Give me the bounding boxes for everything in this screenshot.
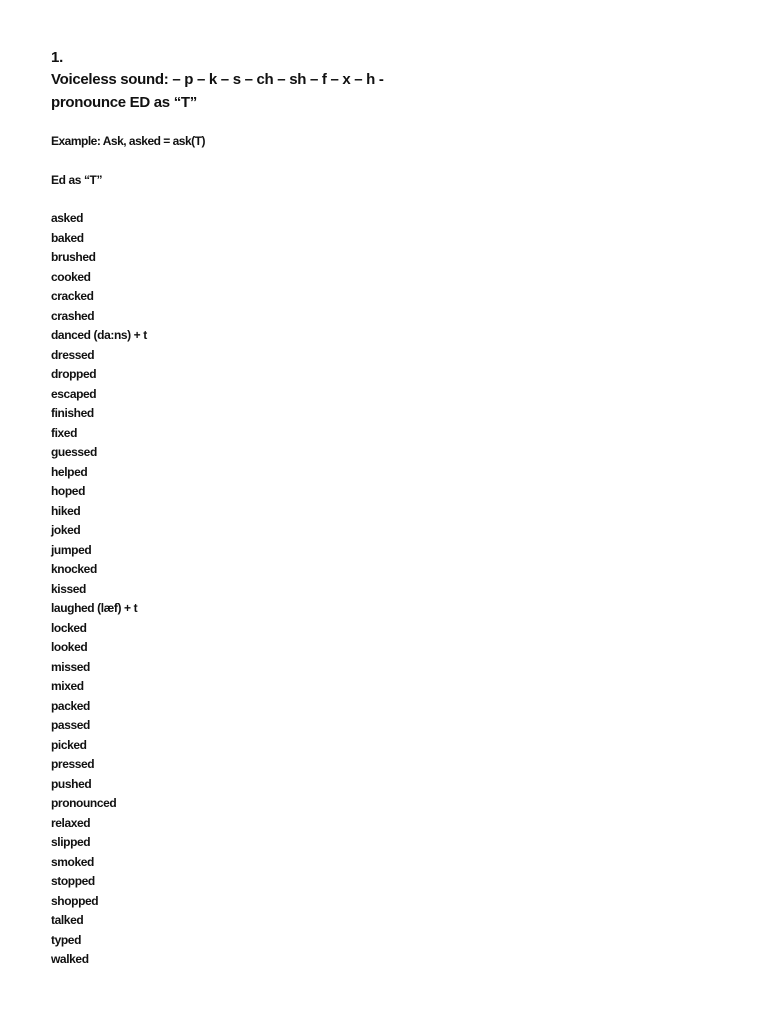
word-list-item: crashed — [51, 308, 95, 323]
section-number: 1. — [51, 49, 64, 66]
word-list-item: asked — [51, 211, 84, 225]
word-list-item: guessed — [51, 445, 97, 459]
word-list-item: baked — [51, 230, 84, 245]
word-list-item: talked — [51, 913, 84, 927]
word-list-item: laughed (læf) + t — [51, 601, 138, 615]
word-list-item: stopped — [51, 874, 95, 888]
word-list-item: hiked — [51, 503, 81, 518]
word-list-item: looked — [51, 640, 88, 654]
word-list-item: mixed — [51, 679, 84, 693]
word-list-item: slipped — [51, 835, 91, 849]
word-list-item: relaxed — [51, 815, 91, 830]
list-subheading: Ed as “T” — [51, 173, 103, 187]
word-list — [51, 209, 147, 970]
word-list-item: danced (da:ns) + t — [51, 328, 147, 342]
word-list-item: packed — [51, 698, 90, 713]
word-list-item: walked — [51, 952, 89, 966]
word-list-item: helped — [51, 464, 88, 479]
word-list-item: joked — [51, 523, 81, 537]
word-list-item: passed — [51, 718, 90, 732]
word-list-item: shopped — [51, 893, 99, 908]
word-list-item: pushed — [51, 776, 92, 791]
word-list-item: jumped — [51, 542, 92, 557]
word-list-item: dropped — [51, 367, 97, 381]
word-list-item: fixed — [51, 425, 78, 440]
word-list-item: hoped — [51, 484, 85, 498]
word-list-item: dressed — [51, 347, 95, 362]
word-list-item: missed — [51, 659, 90, 674]
word-list-item: cracked — [51, 289, 94, 303]
word-list-item: brushed — [51, 250, 96, 264]
word-list-item: pressed — [51, 757, 95, 771]
word-list-item: kissed — [51, 581, 86, 596]
word-list-item: pronounced — [51, 796, 117, 810]
section-heading-line-1: Voiceless sound: – p – k – s – ch – sh – f – x – h - — [51, 71, 384, 88]
section-heading-line-2: pronounce ED as “T” — [51, 94, 197, 111]
word-list-item: picked — [51, 737, 87, 752]
word-list-item: knocked — [51, 562, 97, 576]
word-list-item: cooked — [51, 269, 91, 284]
word-list-item: finished — [51, 406, 94, 420]
word-list-item: typed — [51, 932, 82, 947]
example-text: Example: Ask, asked = ask(T) — [51, 134, 205, 148]
word-list-item: escaped — [51, 386, 97, 401]
word-list-item: smoked — [51, 854, 94, 869]
word-list-item: locked — [51, 620, 87, 635]
